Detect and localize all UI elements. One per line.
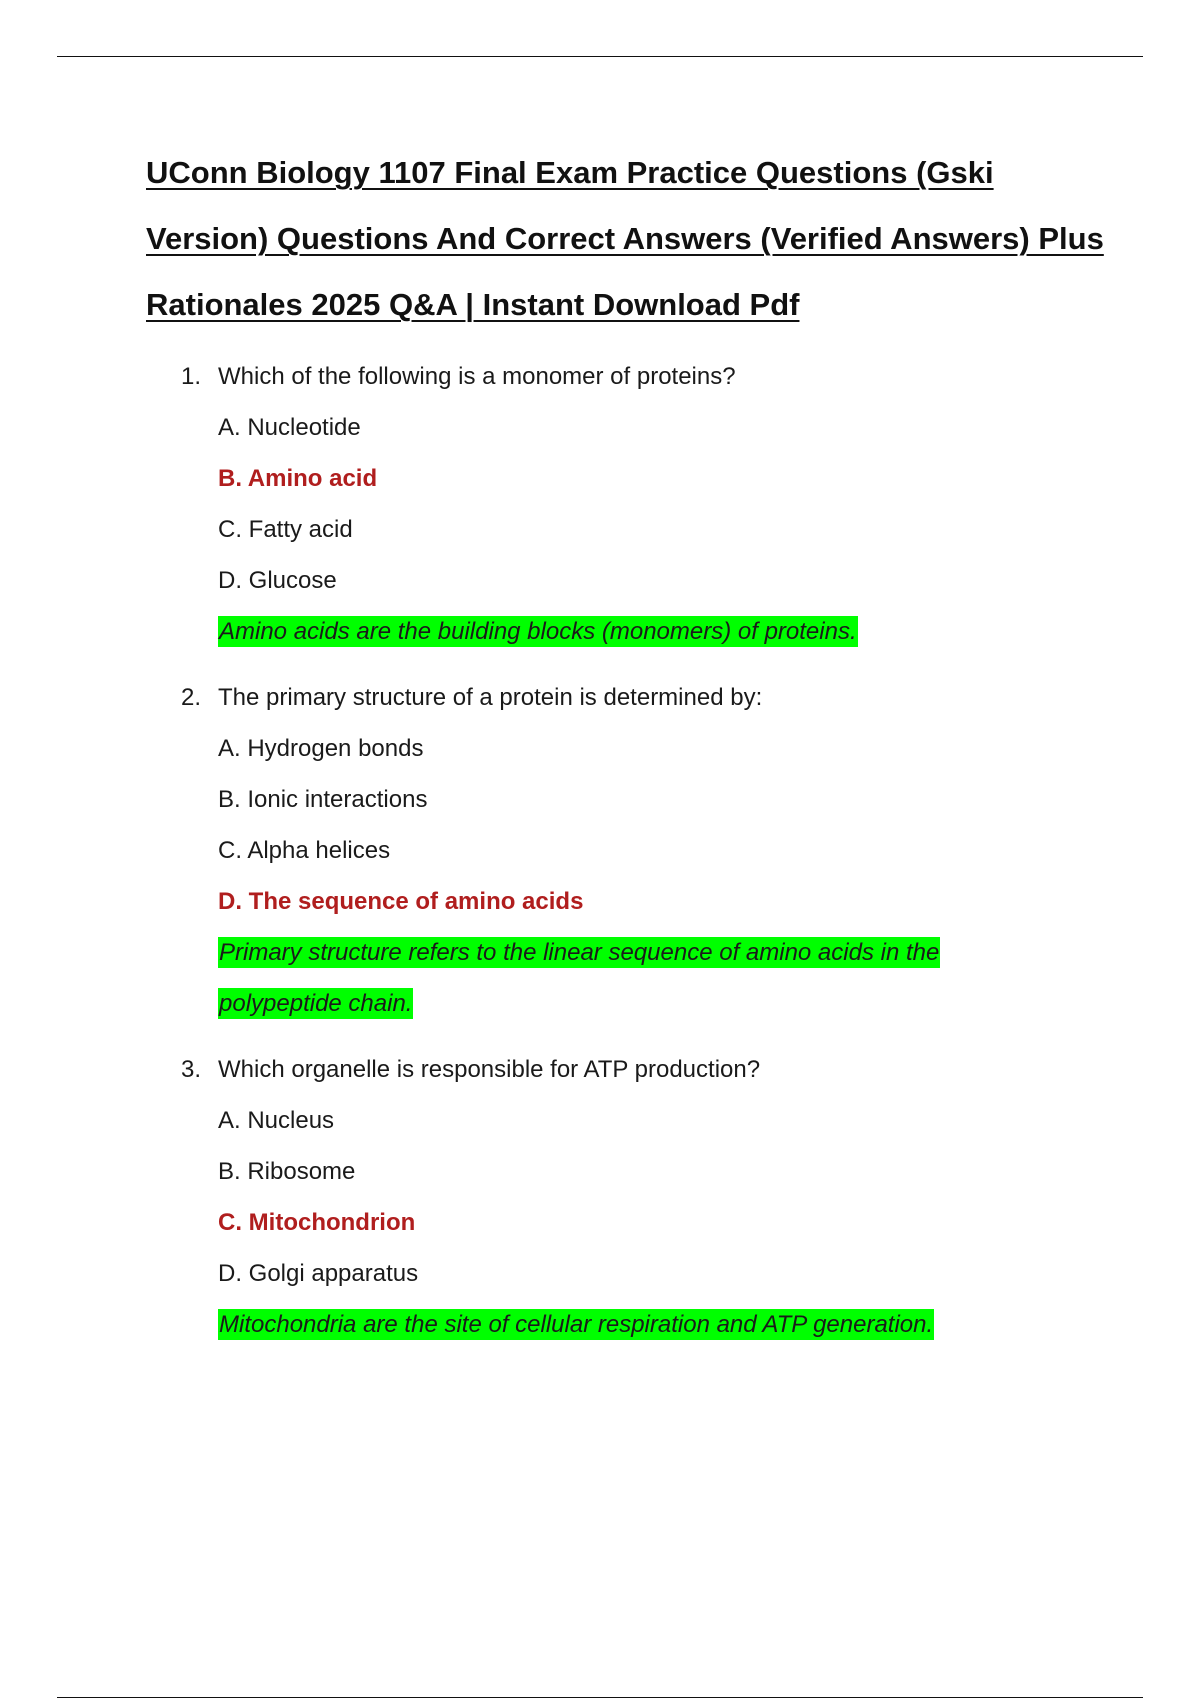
answer-option: A. Hydrogen bonds bbox=[218, 735, 424, 762]
top-divider bbox=[57, 56, 1143, 57]
rationale-highlight: Mitochondria are the site of cellular respiration and ATP generation. bbox=[219, 1311, 934, 1338]
question-number: 1. bbox=[181, 363, 202, 390]
answer-option: A. Nucleotide bbox=[218, 414, 361, 441]
question-text: Which organelle is responsible for ATP production? bbox=[218, 1056, 761, 1083]
document-title: UConn Biology 1107 Final Exam Practice Questions (Gski Version) Questions And Correct Answers (Verified Answers) Plus Rationales 2025 Q&A | Instant Download Pdf bbox=[146, 155, 1104, 322]
correct-answer-option: B. Amino acid bbox=[218, 465, 378, 492]
answer-option: B. Ionic interactions bbox=[218, 786, 428, 813]
question-list bbox=[146, 352, 1106, 1350]
answer-option: A. Nucleus bbox=[218, 1107, 335, 1134]
rationale-highlight: Primary structure refers to the linear sequence of amino acids in the polypeptide chain. bbox=[219, 939, 940, 1017]
bottom-divider bbox=[57, 1697, 1143, 1698]
question-2 bbox=[146, 673, 1106, 1029]
rationale-highlight: Amino acids are the building blocks (monomers) of proteins. bbox=[219, 618, 857, 645]
question-3 bbox=[146, 1045, 1106, 1350]
document-body bbox=[146, 140, 1106, 1366]
answer-option: D. Glucose bbox=[218, 567, 337, 594]
question-number: 3. bbox=[181, 1056, 202, 1083]
answer-option: B. Ribosome bbox=[218, 1158, 356, 1185]
correct-answer-option: C. Mitochondrion bbox=[218, 1209, 416, 1236]
question-text: The primary structure of a protein is determined by: bbox=[218, 684, 763, 711]
question-number: 2. bbox=[181, 684, 202, 711]
answer-options bbox=[218, 723, 1106, 927]
answer-options bbox=[218, 402, 1106, 606]
question-text: Which of the following is a monomer of proteins? bbox=[218, 363, 736, 390]
answer-option: C. Alpha helices bbox=[218, 837, 391, 864]
question-1 bbox=[146, 352, 1106, 657]
answer-option: D. Golgi apparatus bbox=[218, 1260, 419, 1287]
answer-options bbox=[218, 1095, 1106, 1299]
answer-option: C. Fatty acid bbox=[218, 516, 353, 543]
correct-answer-option: D. The sequence of amino acids bbox=[218, 888, 584, 915]
